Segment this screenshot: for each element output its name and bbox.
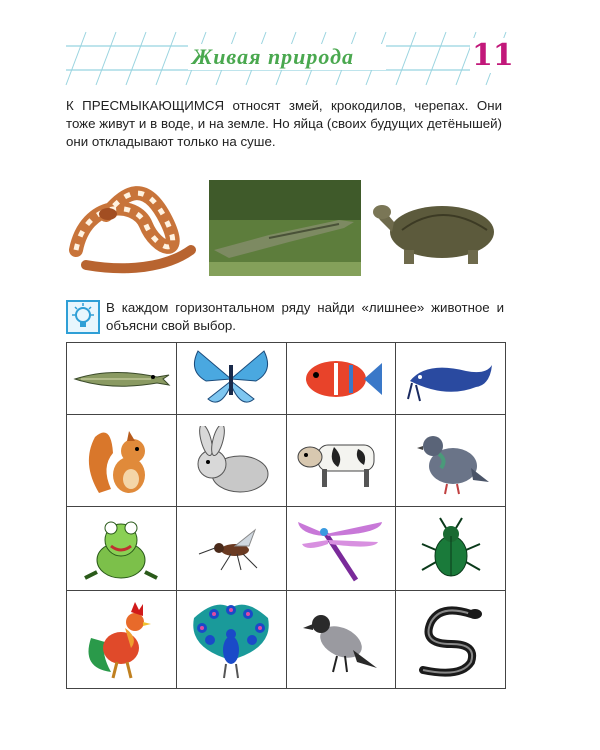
crow-icon: [301, 602, 381, 678]
grid-cell[interactable]: [67, 415, 177, 507]
grid-cell[interactable]: [286, 507, 396, 591]
butterfly-icon: [186, 347, 276, 411]
grid-cell[interactable]: [67, 343, 177, 415]
grid-cell[interactable]: [286, 415, 396, 507]
grid-cell[interactable]: [396, 343, 506, 415]
grid-row: [67, 343, 506, 415]
chapter-title: Живая природа: [188, 44, 386, 70]
animal-grid: [66, 342, 506, 689]
grid-cell[interactable]: [67, 507, 177, 591]
pike-icon: [71, 359, 171, 399]
rooster-icon: [81, 598, 161, 682]
crocodile-photo: [209, 180, 361, 276]
dragonfly-icon: [296, 514, 386, 584]
frog-icon: [81, 514, 161, 584]
snake-photo: [66, 180, 200, 276]
grid-cell[interactable]: [396, 415, 506, 507]
catfish-icon: [406, 351, 496, 407]
mosquito-icon: [191, 524, 271, 574]
grid-cell[interactable]: [67, 591, 177, 689]
lightbulb-icon: [66, 300, 100, 334]
rabbit-icon: [188, 426, 274, 496]
grid-cell[interactable]: [286, 343, 396, 415]
grid-cell[interactable]: [396, 507, 506, 591]
grid-cell[interactable]: [286, 591, 396, 689]
pigeon-icon: [411, 424, 491, 498]
grid-cell[interactable]: [396, 591, 506, 689]
grid-row: [67, 507, 506, 591]
grid-cell[interactable]: [176, 343, 286, 415]
turtle-photo: [372, 190, 506, 270]
task-instruction: В каждом горизонтальном ряду найди «лишнее» животное и объясни свой выбор.: [106, 300, 504, 333]
grid-row: [67, 415, 506, 507]
beetle-icon: [416, 514, 486, 584]
cow-icon: [294, 431, 388, 491]
tropical-fish-icon: [296, 351, 386, 407]
grid-cell[interactable]: [176, 507, 286, 591]
peacock-icon: [186, 598, 276, 682]
snake-icon: [411, 600, 491, 680]
page-number: 11: [472, 38, 514, 73]
grid-cell[interactable]: [176, 415, 286, 507]
squirrel-icon: [81, 423, 161, 499]
intro-paragraph: К ПРЕСМЫКАЮЩИМСЯ относят змей, крокодилов, черепах. Они тоже живут и в воде, и на земле. Но яйца (своих будущих детёнышей) они откладывают только на суше.: [66, 98, 502, 149]
grid-row: [67, 591, 506, 689]
grid-cell[interactable]: [176, 591, 286, 689]
